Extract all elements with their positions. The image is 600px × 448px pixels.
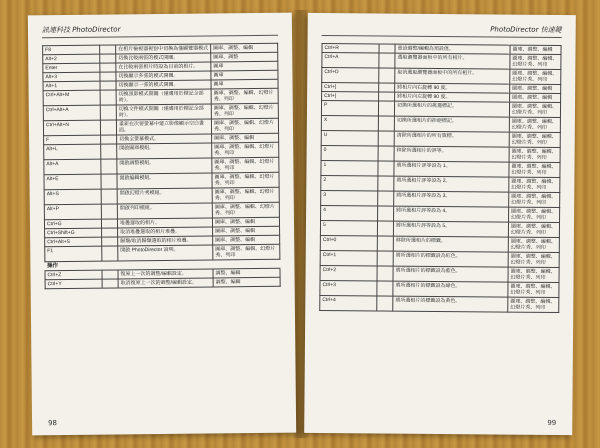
shortcut-modules-cell: 圖庫、調整、編輯、幻燈片秀、列印 — [508, 267, 559, 282]
shortcut-key-cell: Ctrl+2 — [320, 265, 377, 280]
shortcut-description-cell: 將相片向右旋轉 90 度。 — [395, 83, 510, 93]
shortcut-description-cell: 移除所選相片的評等。 — [394, 146, 509, 162]
shortcut-modules-cell: 圖庫、調整、編輯、幻燈片秀、列印 — [212, 142, 279, 158]
shortcut-modules-cell: 圖庫、調整、編輯、幻燈片秀、列印 — [212, 187, 279, 203]
shortcut-description-cell: 將所選相片的標籤設為綠色。 — [393, 281, 508, 297]
shortcut-key-cell: Alt+1 — [43, 81, 100, 91]
shortcut-key-cell: Alt+A — [44, 159, 101, 175]
right-page-number: 99 — [547, 418, 557, 428]
shortcut-modules-cell: 圖庫、調整、編輯 — [213, 226, 280, 236]
shortcut-description-cell: 取消選取瀏覽器面板中的所有相片。 — [395, 68, 510, 84]
shortcut-description-cell: 將所選相片的標籤設為藍色。 — [393, 266, 508, 282]
shortcut-description-cell: 將所選相片的標籤設為黃色。 — [393, 296, 508, 312]
spacer-cell — [378, 101, 394, 116]
spacer-cell — [377, 281, 393, 296]
shortcut-description-cell: 選取瀏覽器面板中的所有相片。 — [395, 53, 510, 69]
left-shortcut-table — [42, 43, 281, 289]
spacer-cell — [102, 246, 118, 261]
spacer-cell — [100, 63, 116, 72]
shortcut-key-cell: Ctrl+[ — [322, 91, 379, 100]
shortcut-modules-cell: 調整、編輯 — [213, 268, 280, 278]
shortcut-modules-cell: 圖庫、調整、編輯、幻燈片秀、列印 — [211, 88, 278, 104]
shortcut-description-cell: 將所選相片評等設為 4。 — [394, 206, 509, 222]
shortcut-key-cell: 2 — [321, 175, 378, 190]
shortcut-modules-cell: 圖庫 — [211, 79, 278, 89]
shortcut-description-cell: 復原上一次的調整/編輯設定。 — [118, 269, 213, 279]
spacer-cell — [100, 105, 116, 120]
shortcut-modules-cell: 圖庫、調整、編輯、幻燈片秀、列印 — [212, 172, 279, 188]
shortcut-modules-cell: 圖庫、調整、編輯、幻燈片秀、列印 — [509, 177, 560, 192]
shortcut-description-cell: 開啟列印模組。 — [117, 203, 212, 219]
spacer-cell — [377, 251, 393, 266]
shortcut-modules-cell: 圖庫、調整、編輯、幻燈片秀、列印 — [509, 192, 560, 207]
shortcut-description-cell: 開啟 PhotoDirector 說明。 — [118, 245, 213, 261]
shortcut-key-cell: Alt+P — [44, 204, 101, 220]
spacer-cell — [379, 83, 395, 92]
shortcut-modules-cell: 圖庫、調整、編輯 — [212, 133, 279, 143]
spacer-cell — [101, 219, 117, 228]
shortcut-modules-cell: 圖庫、調整、編輯、幻燈片秀、列印 — [212, 202, 279, 218]
shortcut-description-cell: 清除所選相片的所有旗標。 — [394, 131, 509, 147]
shortcut-modules-cell: 圖庫、調整、編輯、幻燈片秀、列印 — [213, 244, 280, 260]
shortcut-key-cell: Ctrl+] — [322, 82, 379, 91]
shortcut-description-cell: 重設調整/編輯為預設值。 — [395, 44, 510, 54]
shortcut-modules-cell: 圖庫、調整、編輯、幻燈片秀、列印 — [509, 102, 560, 117]
shortcut-modules-cell: 圖庫、調整、編輯 — [510, 45, 561, 54]
spacer-cell — [101, 189, 117, 204]
shortcut-key-cell: Ctrl+1 — [320, 250, 377, 265]
shortcut-description-cell: 切換所選相片的拒絕標記。 — [394, 116, 509, 132]
shortcut-key-cell: U — [321, 130, 378, 145]
shortcut-key-cell: 1 — [321, 160, 378, 175]
shortcut-key-cell: Ctrl+Alt+S — [45, 237, 102, 247]
shortcut-description-cell: 取消復原上一次的調整/編輯設定。 — [118, 278, 213, 288]
shortcut-modules-cell: 圖庫、調整、編輯、幻燈片秀、列印 — [510, 69, 561, 84]
shortcut-description-cell: 切換顯示多張的模式開關。 — [116, 71, 211, 81]
shortcut-row — [45, 277, 280, 288]
spacer-cell — [378, 146, 394, 161]
shortcut-key-cell: Alt+S — [44, 189, 101, 205]
shortcut-description-cell: 切換黑影模式開關（僅適用於標記全部時）。 — [116, 89, 211, 105]
spacer-cell — [101, 144, 117, 159]
spacer-cell — [100, 81, 116, 90]
spacer-cell — [379, 44, 395, 53]
spacer-cell — [377, 221, 393, 236]
shortcut-modules-cell: 圖庫、調整、編輯、幻燈片秀、列印 — [508, 237, 559, 252]
shortcut-key-cell: Ctrl+D — [322, 67, 379, 82]
shortcut-modules-cell: 圖庫、調整、編輯、幻燈片秀、列印 — [508, 297, 559, 312]
right-page — [304, 13, 576, 435]
shortcut-modules-cell: 圖庫、調整、編輯 — [211, 43, 278, 53]
spacer-cell — [102, 270, 118, 279]
spacer-cell — [379, 92, 395, 101]
shortcut-key-cell: Ctrl+Alt+M — [43, 90, 100, 106]
shortcut-key-cell: Ctrl+Alt+N — [43, 120, 100, 136]
right-shortcut-table — [319, 43, 561, 313]
shortcut-description-cell: 在比較兩張相片時設為目前的相片。 — [116, 62, 211, 72]
shortcut-description-cell: 將所選相片評等設為 2。 — [394, 176, 509, 192]
shortcut-modules-cell: 圖庫、調整 — [211, 52, 278, 62]
spacer-cell — [101, 174, 117, 189]
shortcut-key-cell: Ctrl+G — [44, 219, 101, 229]
shortcut-description-cell: 切換所選相片的挑選標記。 — [394, 101, 509, 117]
shortcut-modules-cell: 圖庫、調整、編輯、幻燈片秀、列印 — [509, 162, 560, 177]
shortcut-modules-cell: 圖庫 — [211, 70, 278, 80]
shortcut-modules-cell: 圖庫、調整、編輯 — [510, 84, 561, 93]
shortcut-key-cell: Ctrl+Alt+A — [43, 105, 100, 121]
shortcut-modules-cell: 圖庫、調整、編輯、幻燈片秀、列印 — [508, 222, 559, 237]
section-title: 操作 — [45, 259, 280, 270]
shortcut-description-cell: 重新在次要螢幕中建立影像顯示空白畫面。 — [116, 119, 211, 135]
shortcut-key-cell: Ctrl+Shift+G — [45, 228, 102, 238]
shortcut-description-cell: 切換顯示一張的模式開關。 — [116, 80, 211, 90]
shortcut-modules-cell: 圖庫、調整、編輯 — [213, 235, 280, 245]
shortcut-key-cell: P — [321, 100, 378, 115]
shortcut-modules-cell: 圖庫、調整、編輯、幻燈片秀、列印 — [509, 117, 560, 132]
shortcut-description-cell: 開啟圖庫模組。 — [117, 143, 212, 159]
shortcut-key-cell: Alt+L — [44, 144, 101, 160]
shortcut-description-cell: 堆疊選取的相片。 — [117, 218, 212, 228]
spacer-cell — [378, 176, 394, 191]
shortcut-description-cell: 切換全螢幕模式。 — [117, 134, 212, 144]
shortcut-description-cell: 歸類/取消歸類選取的相片堆疊。 — [118, 236, 213, 246]
shortcut-modules-cell: 圖庫、調整、編輯、幻燈片秀、列印 — [211, 103, 278, 119]
shortcut-description-cell: 切換比較兩張的模式開關。 — [116, 53, 211, 63]
shortcut-key-cell: Alt+2 — [43, 54, 100, 64]
shortcut-key-cell: Ctrl+Z — [45, 270, 102, 280]
spacer-cell — [101, 135, 117, 144]
shortcut-description-cell: 在相片檢視器視窗中切換為僅顯覽器模式 — [116, 44, 211, 54]
shortcut-key-cell: Alt+E — [44, 174, 101, 190]
shortcut-description-cell: 開啟編輯模組。 — [117, 173, 212, 189]
shortcut-modules-cell: 圖庫、調整、編輯 — [510, 93, 561, 102]
shortcut-key-cell: Ctrl+R — [322, 43, 379, 52]
shortcut-description-cell: 將所選相片的標籤設為紅色。 — [393, 251, 508, 267]
spacer-cell — [102, 279, 118, 288]
shortcut-key-cell: 0 — [321, 145, 378, 160]
right-page-header: PhotoDirector 快速鍵 — [322, 21, 562, 38]
left-page-header: 訊連科技 PhotoDirector — [42, 21, 278, 38]
spacer-cell — [102, 237, 118, 246]
shortcut-modules-cell: 圖庫、調整、編輯、幻燈片秀、列印 — [509, 132, 560, 147]
shortcut-description-cell: 移除所選相片的標籤。 — [393, 236, 508, 252]
spacer-cell — [378, 206, 394, 221]
shortcut-key-cell: Alt+3 — [43, 72, 100, 82]
shortcut-key-cell: Ctrl+Y — [45, 279, 102, 289]
shortcut-key-cell: Enter — [43, 63, 100, 73]
spacer-cell — [377, 266, 393, 281]
shortcut-modules-cell: 圖庫、調整、編輯、幻燈片秀、列印 — [509, 147, 560, 162]
shortcut-modules-cell: 圖庫 — [211, 61, 278, 71]
shortcut-key-cell: 4 — [321, 205, 378, 220]
shortcut-key-cell: Ctrl+3 — [320, 280, 377, 295]
shortcut-description-cell: 將所選相片評等設為 5。 — [393, 221, 508, 237]
spacer-cell — [100, 45, 116, 54]
right-shortcut-table-body — [320, 43, 561, 312]
shortcut-description-cell: 將所選相片評等設為 3。 — [394, 191, 509, 207]
spacer-cell — [100, 90, 116, 105]
shortcut-modules-cell: 調整、編輯 — [213, 277, 280, 287]
shortcut-description-cell: 將所選相片評等設為 1。 — [394, 161, 509, 177]
shortcut-modules-cell: 圖庫、調整、編輯、幻燈片秀、列印 — [212, 157, 279, 173]
shortcut-description-cell: 取消堆疊選取的相片堆疊。 — [118, 227, 213, 237]
shortcut-row — [320, 295, 559, 312]
spacer-cell — [101, 204, 117, 219]
shortcut-description-cell: 開啟幻燈片秀模組。 — [117, 188, 212, 204]
shortcut-key-cell: F8 — [43, 45, 100, 55]
shortcut-modules-cell: 圖庫、調整、編輯、幻燈片秀、列印 — [508, 252, 559, 267]
shortcut-key-cell: Ctrl+0 — [320, 235, 377, 250]
spacer-cell — [378, 161, 394, 176]
shortcut-key-cell: Ctrl+A — [322, 52, 379, 67]
shortcut-key-cell: 3 — [321, 190, 378, 205]
spacer-cell — [100, 72, 116, 81]
shortcut-modules-cell: 圖庫、調整、編輯 — [212, 217, 279, 227]
spacer-cell — [100, 54, 116, 63]
shortcut-modules-cell: 圖庫、調整、編輯、幻燈片秀、列印 — [510, 54, 561, 69]
shortcut-modules-cell: 圖庫、調整、編輯、幻燈片秀、列印 — [508, 282, 559, 297]
spacer-cell — [102, 228, 118, 237]
shortcut-key-cell: F1 — [45, 246, 102, 262]
shortcut-modules-cell: 圖庫、調整、編輯、幻燈片秀、列印 — [211, 118, 278, 134]
left-page-number: 98 — [48, 419, 58, 428]
spacer-cell — [377, 236, 393, 251]
shortcut-modules-cell: 圖庫、調整、編輯、幻燈片秀、列印 — [509, 207, 560, 222]
spacer-cell — [379, 68, 395, 83]
spacer-cell — [379, 53, 395, 68]
spacer-cell — [378, 131, 394, 146]
shortcut-key-cell: Ctrl+4 — [320, 295, 377, 310]
left-shortcut-table-body — [43, 43, 281, 288]
spacer-cell — [378, 191, 394, 206]
left-page — [28, 13, 296, 436]
spacer-cell — [100, 120, 116, 135]
shortcut-description-cell: 將相片向左旋轉 90 度。 — [395, 92, 510, 102]
shortcut-key-cell: X — [321, 115, 378, 130]
spacer-cell — [101, 159, 117, 174]
spacer-cell — [377, 296, 393, 311]
shortcut-key-cell: 5 — [320, 220, 377, 235]
spacer-cell — [378, 116, 394, 131]
shortcut-description-cell: 切換文件模式開關（僅適用於標記全部時）。 — [116, 104, 211, 120]
shortcut-description-cell: 開啟調整模組。 — [117, 158, 212, 174]
shortcut-key-cell: F — [44, 135, 101, 145]
